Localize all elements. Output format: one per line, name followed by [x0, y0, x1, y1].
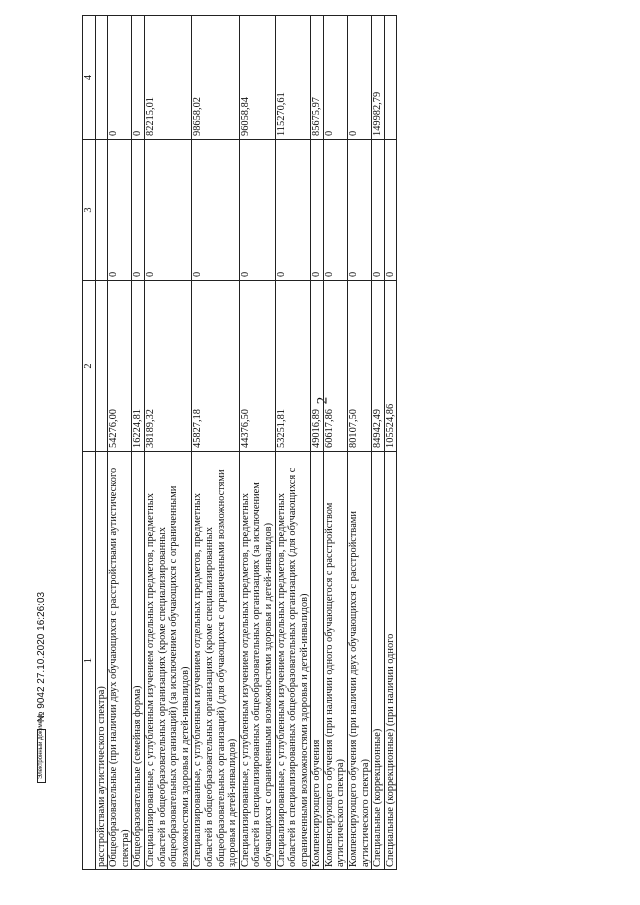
header-cell: 4 [83, 16, 96, 140]
row-label: Компенсирующего обучения (при наличии двух обучающихся с расстройствами аутистического спектра) [348, 452, 372, 870]
row-label: Специализированные, с углубленным изучением отдельных предметов, предметных областей в общеобразовательных организациях (кроме специализированных общеобразовательных организаций) (за исключением обучающихся с ограниченными возможностями здоровья и детей-инвалидов) [144, 452, 191, 870]
value-cell: 0 [144, 140, 191, 281]
table-header-row [83, 16, 96, 870]
row-label: Специализированные, с углубленным изучением отдельных предметов, предметных областей в общеобразовательных организациях (кроме специализированных общеобразовательных организаций) (для обучающихся с ограниченными возможностями здоровья и детей-инвалидов) [192, 452, 239, 870]
value-cell: 0 [275, 140, 311, 281]
value-cell: 105524,86 [384, 281, 397, 452]
value-cell [95, 140, 108, 281]
value-cell: 84942,49 [372, 281, 385, 452]
value-cell: 38189,32 [144, 281, 191, 452]
header-cell: 3 [83, 140, 96, 281]
value-cell: 0 [311, 140, 324, 281]
row-label: Специальные (коррекционные) (при наличии одного [384, 452, 397, 870]
row-label: Компенсирующего обучения [311, 452, 324, 870]
table-row [323, 16, 347, 870]
table-row [132, 16, 145, 870]
value-cell: 0 [372, 140, 385, 281]
value-cell: 0 [384, 140, 397, 281]
value-cell: 53251,81 [275, 281, 311, 452]
value-cell: 0 [348, 140, 372, 281]
document-footer [36, 592, 47, 783]
value-cell: 0 [132, 16, 145, 140]
value-cell: 0 [108, 16, 132, 140]
table-row [372, 16, 385, 870]
value-cell [95, 281, 108, 452]
value-cell: 115270,61 [275, 16, 311, 140]
value-cell: 45827,18 [192, 281, 239, 452]
value-cell: 0 [132, 140, 145, 281]
value-cell: 0 [323, 140, 347, 281]
table-row [144, 16, 191, 870]
row-label: расстройствами аутистического спектра) [95, 452, 108, 870]
table-row [192, 16, 239, 870]
registration-number: № 9042 27.10.2020 16:26:03 [36, 591, 47, 723]
value-cell: 54276,00 [108, 281, 132, 452]
page-number: 2 [314, 396, 331, 405]
row-label: Специализированные, с углубленным изучением отдельных предметов, предметных областей в специализированных общеобразовательных организациях (за исключением обучающихся с ограниченными возможностями здоровья и детей-инвалидов) [239, 452, 275, 870]
value-cell: 96058,84 [239, 16, 275, 140]
electronic-document-stamp: Электронный документ [37, 729, 46, 783]
header-cell: 1 [83, 452, 96, 870]
value-cell: 0 [239, 140, 275, 281]
table-row [108, 16, 132, 870]
value-cell [384, 16, 397, 140]
value-cell: 82215,01 [144, 16, 191, 140]
table-row [239, 16, 275, 870]
row-label: Компенсирующего обучения (при наличии одного обучающегося с расстройством аутистического спектра) [323, 452, 347, 870]
value-cell: 98658,02 [192, 16, 239, 140]
header-cell: 2 [83, 281, 96, 452]
value-cell: 49016,89 [311, 281, 324, 452]
row-label: Специализированные, с углубленным изучением отдельных предметов, предметных областей в специализированных общеобразовательных организациях (для обучающихся с ограниченными возможностями здоровья и детей-инвалидов) [275, 452, 311, 870]
row-label: Общеобразовательные (семейная форма) [132, 452, 145, 870]
tariff-table [82, 15, 397, 870]
value-cell: 85675,97 [311, 16, 324, 140]
value-cell [95, 16, 108, 140]
value-cell: 149982,79 [372, 16, 385, 140]
value-cell: 0 [348, 16, 372, 140]
value-cell: 0 [323, 16, 347, 140]
row-label: Общеобразовательные (при наличии двух обучающихся с расстройствами аутистического спектра) [108, 452, 132, 870]
table-row [384, 16, 397, 870]
table-row [311, 16, 324, 870]
value-cell: 16224,81 [132, 281, 145, 452]
value-cell: 44376,50 [239, 281, 275, 452]
row-label: Специальные (коррекционные) [372, 452, 385, 870]
table-row [275, 16, 311, 870]
value-cell: 0 [192, 140, 239, 281]
value-cell: 60617,86 [323, 281, 347, 452]
table-row [348, 16, 372, 870]
table-row [95, 16, 108, 870]
value-cell: 80107,50 [348, 281, 372, 452]
value-cell: 0 [108, 140, 132, 281]
